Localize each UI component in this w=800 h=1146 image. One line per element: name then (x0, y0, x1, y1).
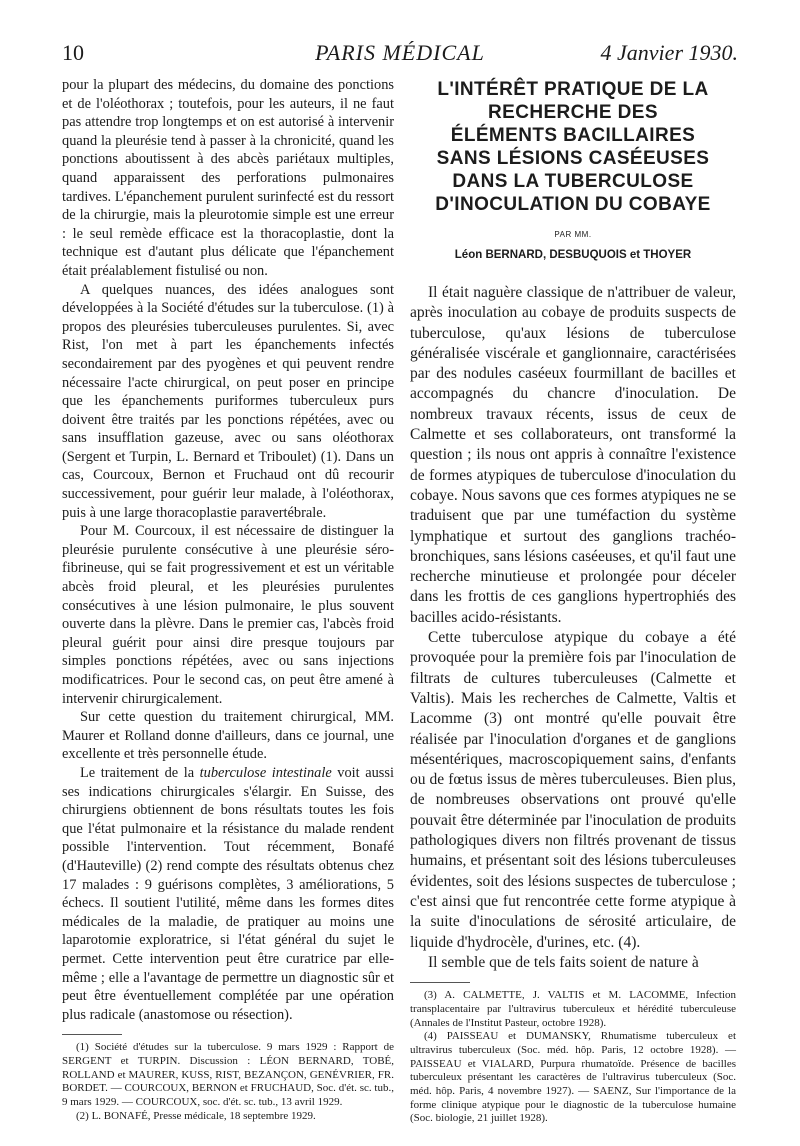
paragraph: pour la plupart des médecins, du domaine des ponctions et de l'oléothorax ; toutefois, pour les auteurs, il ne faut pas attendre trop longtemps et on est autorisé à intervenir quand la pleurésie tend à passer à la chronicité, quand les ponctions aboutissent à des abcès pariétaux multiples, quand apparaissent des perforations pulmonaires tardives. L'épanchement purulent surinfecté est du ressort de la chirurgie, mais la pleurotomie simple est une erreur : le seul remède efficace est la thoracoplastie, dont la technique est d'autant plus délicate que l'épanchement était préalablement fistulisé ou non. (62, 77, 394, 279)
right-footnotes (410, 982, 736, 1126)
footnote: (3) A. CALMETTE, J. VALTIS et M. LACOMME, Infection transplacentaire par l'ultravirus tuberculeux et hérédité tuberculeuse (Annales de l'Institut Pasteur, octobre 1928). (410, 989, 736, 1029)
footnote: (1) Société d'études sur la tuberculose. 9 mars 1929 : Rapport de SERGENT et TURPIN. Discussion : LÉON BERNARD, TOBÉ, ROLLAND et MAURER, KUSS, RIST, BEZANÇON, GENÉVRIER, FR. BORDET. — COURCOUX, BERNON et FRUCHAUD, Soc. d'ét. sc. tub., 9 mars 1929. — COURCOUX, soc. d'ét. sc. tub., 13 avril 1929. (62, 1041, 394, 1109)
paragraph: A quelques nuances, des idées analogues sont développées à la Société d'études sur la tuberculose. (1) à propos des pleurésies tuberculeuses purulentes. Si, avec Rist, l'on met à part les épanchements infectés secondairement par des pyogènes et qui peuvent rendre nécessaire l'acte chirurgical, on peut poser en principe que les épanchements puriformes tuberculeux purs doivent être traités par les ponctions répétées, avec ou sans insufflation gazeuse, avec ou sans oléothorax (Sergent et Turpin, L. Bernard et Triboulet) (1). Dans un cas, Courcoux, Bernon et Fruchaud ont dû recourir successivement, pour guérir leur malade, à l'oléothorax, puis à une large thoracoplastie paravertébrale. (62, 281, 394, 521)
journal-title: PARIS MÉDICAL (315, 40, 485, 65)
title-line: SANS LÉSIONS CASÉEUSES (436, 148, 710, 169)
text-run: Le traitement de la (80, 764, 200, 781)
paragraph: Il semble que de tels faits soient de nature à (428, 953, 699, 971)
paragraph: Sur cette question du traitement chirurgical, MM. Maurer et Rolland donne d'ailleurs, dans ce journal, une excellente et très personnelle étude. (62, 709, 394, 763)
footnote-divider (62, 1034, 122, 1035)
paragraph: Pour M. Courcoux, il est nécessaire de distinguer la pleurésie purulente consécutive à une pleurésie séro-fibrineuse, qui se fait progressivement et est un véritable abcès froid pleural, et les pleurésies purulentes consécutives à une lésion pulmonaire, le plus souvent ouverte dans la plèvre. Dans le premier cas, l'abcès froid pleural guérit pour ainsi dire presque toujours par simples ponctions répétées, avec ou sans injections modificatrices. Pour le second cas, on peut être amené à intervenir chirurgicalement. (62, 523, 394, 707)
byline-prefix: PAR MM. (554, 230, 592, 239)
byline-authors: Léon BERNARD, DESBUQUOIS et THOYER (454, 249, 692, 261)
footnote-divider (410, 982, 470, 983)
title-line: D'INOCULATION DU COBAYE (435, 194, 711, 215)
title-line: L'INTÉRÊT PRATIQUE DE LA (437, 79, 709, 100)
emphasis: tuberculose intestinale (199, 764, 332, 781)
article-title (410, 78, 736, 216)
paragraph: Cette tuberculose atypique du cobaye a été provoquée pour la première fois par l'inoculation de filtrats de cultures tuberculeuses (Calmette et Valtis). Mais les recherches de Calmette, Valtis et Lacomme (3) ont montré qu'elle pouvait être réalisée par l'inoculation d'organes et de ganglions mésentériques, macroscopiquement sains, d'enfants ou de fœtus issus de mères tuberculeuses. Bien plus, de nombreuses observations ont prouvé qu'elle pouvait être déterminée par l'inoculation de produits pathologiques divers non filtrés provenant de tissus humains, et présentant soit des lésions tuberculeuses évidentes, soit des lésions suspectes de tuberculose ; c'est ainsi que fut rencontrée cette forme atypique à la suite d'inoculations de sérosité articulaire, de liquide d'hydrocèle, d'urines, etc. (4). (410, 629, 736, 951)
right-column (410, 76, 736, 1126)
paragraph: Il était naguère classique de n'attribuer de valeur, après inoculation au cobaye de produits suspects de tuberculose, qu'aux lésions de tuberculose généralisée viscérale et ganglionnaire, caractérisées par des nodules caséeux fourmillant de bacilles et accompagnés du chancre d'inoculation. De nombreux travaux récents, issus de ceux de Calmette et ses collaborateurs, ont transformé la question ; ils nous ont appris à connaître l'existence de formes atypiques de tuberculose d'inoculation du cobaye. Nous savons que ces formes atypiques ne se traduisent que par une tuméfaction du système lymphatique et surtout des ganglions trachéo-bronchiques, sans lésions caséeuses, et qu'il faut une recherche minutieuse et prolongée pour déceler dans les frottis de ces ganglions hypertrophiés des bacilles acido-résistants. (410, 284, 736, 626)
left-column (62, 76, 394, 1124)
footnote: (2) L. BONAFÉ, Presse médicale, 18 septembre 1929. (76, 1109, 316, 1122)
right-body (410, 283, 736, 973)
footnote: (4) PAISSEAU et DUMANSKY, Rhumatisme tuberculeux et ultravirus tuberculeux (Soc. méd. hôp. Paris, 12 octobre 1928). — PAISSEAU et VIALARD, Purpura rhumatoïde. Présence de bacilles tuberculeux présentant les caractères de l'ultravirus tuberculeux (Soc. méd. hôp. Paris, 4 novembre 1927). — SAENZ, Sur l'importance de la forme clinique atypique pour le diagnostic de la tuberculose humaine (Soc. biologie, 21 juillet 1928). (410, 1030, 736, 1125)
left-body (62, 76, 394, 1024)
title-line: RECHERCHE DES (488, 102, 658, 123)
title-line: ÉLÉMENTS BACILLAIRES (450, 125, 696, 146)
left-footnotes (62, 1034, 394, 1123)
page-number: 10 (62, 40, 84, 65)
paragraph-intestinal (62, 764, 394, 1024)
title-line: DANS LA TUBERCULOSE (452, 171, 694, 192)
text-run: voit aussi ses indications chirurgicales s'élargir. En Suisse, des chirurgiens obtiennent de bons résultats toutes les fois que l'état pulmonaire et la résistance du malade rendent possible l'intervention. Tout récemment, Bonafé (d'Hauteville) (2) rend compte des résultats obtenus chez 17 malades : 9 guérisons complètes, 3 améliorations, 5 échecs. Il soutient l'utilité, même dans les formes dites médicales de la maladie, de pratiquer au moins une laparotomie exploratrice, si l'état général du sujet le permet. Cette intervention peut être curatrice par elle-même ; elle a l'avantage de permettre un diagnostic sûr et peut être éventuellement complétée par une opération plus radicale (anastomose ou résection). (62, 764, 394, 1023)
issue-date: 4 Janvier 1930. (600, 40, 738, 65)
